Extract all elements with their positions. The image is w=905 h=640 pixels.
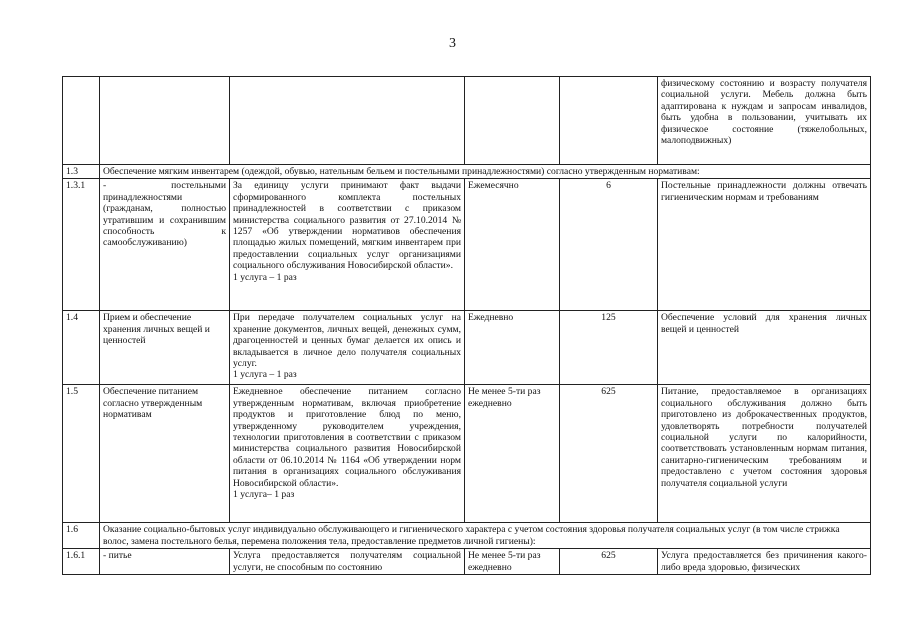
cell-name: Обеспечение питанием согласно утвержденным нормативам bbox=[100, 385, 230, 523]
cell-description bbox=[230, 179, 465, 311]
section-title: Обеспечение мягким инвентарем (одеждой, обувью, нательным бельем и постельными принадлежностями) согласно утвержденным нормативам: bbox=[100, 165, 871, 179]
cell-name bbox=[100, 77, 230, 165]
cell-num: 1.4 bbox=[63, 311, 100, 385]
cell-name: - постельными принадлежностями (гражданам, полностью утратившим и сохранившим способность к самообслуживанию) bbox=[100, 179, 230, 311]
cell-frequency: Не менее 5-ти раз ежедневно bbox=[465, 549, 560, 575]
cell-conditions: Услуга предоставляется без причинения какого-либо вреда здоровью, физических bbox=[658, 549, 871, 575]
unit-text: 1 услуга– 1 раз bbox=[233, 489, 295, 501]
cell-num: 1.3 bbox=[63, 165, 100, 179]
cell-description bbox=[230, 385, 465, 523]
cell-frequency: Не менее 5-ти раз ежедневно bbox=[465, 385, 560, 523]
section-title: Оказание социально-бытовых услуг индивидуально обслуживающего и гигиенического характера с учетом состояния здоровья получателя социальных услуг (в том числе стрижка волос, замена постельного белья, перемена положения тела, предоставление предметов личной гигиены): bbox=[100, 523, 871, 549]
cell-num: 1.5 bbox=[63, 385, 100, 523]
table-row bbox=[63, 549, 871, 575]
cell-frequency: Ежедневно bbox=[465, 311, 560, 385]
cell-quantity: 6 bbox=[560, 179, 658, 311]
cell-quantity bbox=[560, 77, 658, 165]
table-row bbox=[63, 77, 871, 165]
cell-frequency: Ежемесячно bbox=[465, 179, 560, 311]
services-table bbox=[62, 76, 871, 575]
cell-quantity: 625 bbox=[560, 549, 658, 575]
cell-quantity: 125 bbox=[560, 311, 658, 385]
cell-num: 1.6.1 bbox=[63, 549, 100, 575]
unit-text: 1 услуга – 1 раз bbox=[233, 369, 297, 381]
cell-frequency bbox=[465, 77, 560, 165]
cell-conditions: Постельные принадлежности должны отвечать гигиеническим нормам и требованиям bbox=[658, 179, 871, 311]
cell-name: - питье bbox=[100, 549, 230, 575]
page-number: 3 bbox=[449, 36, 456, 51]
description-text: За единицу услуги принимают факт выдачи сформированного комплекта постельных принадлежностей в соответствии с приказом министерства социального развития от 27.10.2014 № 1257 «Об утверждении нормативов обеспечения площадью жилых помещений, мягким инвентарем при предоставлении социальных услуг организациями социального обслуживания Новосибирской области». bbox=[233, 180, 461, 272]
cell-description bbox=[230, 311, 465, 385]
description-text: При передаче получателем социальных услуг на хранение документов, личных вещей, денежных сумм, драгоценностей и ценных бумаг делается их опись и вкладывается в личное дело получателя социальных услуг. bbox=[233, 312, 461, 370]
cell-description bbox=[230, 77, 465, 165]
cell-conditions: Питание, предоставляемое в организациях социального обслуживания должно быть приготовлено из доброкачественных продуктов, удовлетворять потребности получателей социальной услуги по калорийности, соответствовать установленным нормам питания, санитарно-гигиеническим требованиям и предоставлено с учетом состояния здоровья получателя социальной услуги bbox=[658, 385, 871, 523]
table-row bbox=[63, 179, 871, 311]
cell-description: Услуга предоставляется получателям социальной услуги, не способным по состоянию bbox=[230, 549, 465, 575]
unit-text: 1 услуга – 1 раз bbox=[233, 271, 297, 283]
cell-num bbox=[63, 77, 100, 165]
cell-conditions: физическому состоянию и возрасту получателя социальной услуги. Мебель должна быть адаптирована к нуждам и запросам инвалидов, быть удобна в пользовании, учитывать их физическое состояние (тяжелобольных, малоподвижных) bbox=[658, 77, 871, 165]
cell-num: 1.3.1 bbox=[63, 179, 100, 311]
cell-conditions: Обеспечение условий для хранения личных вещей и ценностей bbox=[658, 311, 871, 385]
cell-num: 1.6 bbox=[63, 523, 100, 549]
cell-name: Прием и обеспечение хранения личных вещей и ценностей bbox=[100, 311, 230, 385]
table-row bbox=[63, 165, 871, 179]
cell-quantity: 625 bbox=[560, 385, 658, 523]
table-row bbox=[63, 523, 871, 549]
table-row bbox=[63, 311, 871, 385]
table-row bbox=[63, 385, 871, 523]
description-text: Ежедневное обеспечение питанием согласно утвержденным нормативам, включая приобретение продуктов и приготовление блюд по меню, утвержденному руководителем учреждения, технологии приготовления в соответствии с приказом министерства социального развития Новосибирской области от 06.10.2014 № 1164 «Об утверждении норм питания в организациях социального обслуживания Новосибирской области». bbox=[233, 386, 461, 489]
